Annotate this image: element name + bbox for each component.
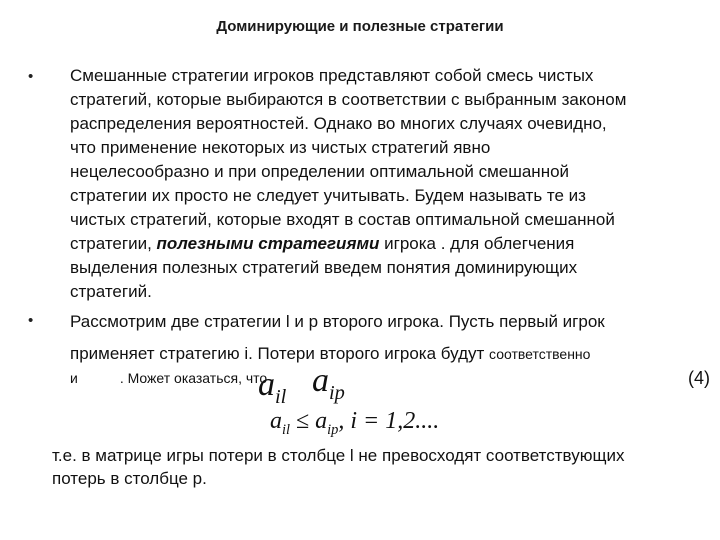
inequality-formula: $a_{il} \le a_{ip}$, i = 1,2.... bbox=[270, 408, 440, 438]
paragraph-1-text: Смешанные стратегии игроков представляют собой смесь чистых стратегий, которые выбираются в соответствии с выбранным законом распределения вероятностей. Однако во многих случаях очевидно, что применение некоторых из чистых стратегий явно нецелесообразно и при определении оптимальной смешанной стратегии их просто не следует учитывать. Будем называть те из чистых стратегий, которые входят в состав оптимальной смешанной стратегии, bbox=[70, 66, 627, 253]
paragraph-mixed-strategies bbox=[70, 64, 680, 304]
respectively-word: соответственно bbox=[489, 346, 591, 362]
useful-strategies-emphasis: полезными стратегиями bbox=[156, 234, 380, 253]
paragraph-2-line-2-text: применяет стратегию i. Потери второго игрока будут bbox=[70, 344, 490, 363]
paragraph-2-line-3 bbox=[70, 370, 267, 386]
paragraph-2-line-2 bbox=[70, 342, 680, 366]
and-word: и bbox=[70, 370, 78, 386]
bullet-2: • bbox=[28, 312, 34, 329]
bullet-1: • bbox=[28, 68, 34, 85]
slide-title: Доминирующие и полезные стратегии bbox=[216, 18, 504, 35]
conclusion-text: т.е. в матрице игры потери в столбце l не превосходят соответствующих потерь в столбце p. bbox=[52, 446, 625, 488]
may-turn-out-text: . Может оказаться, что bbox=[119, 370, 268, 386]
symbol-a-il: $a_{il}$ bbox=[258, 366, 287, 408]
paragraph-2-line-1: Рассмотрим две стратегии l и p второго игрока. Пусть первый игрок bbox=[70, 312, 605, 331]
paragraph-1-tail: игрока . для облегчения выделения полезных стратегий введем понятия доминирующих стратегий. bbox=[70, 234, 578, 301]
equation-number: (4) bbox=[688, 368, 710, 388]
symbol-a-ip: $a_{ip}$ bbox=[312, 362, 345, 404]
